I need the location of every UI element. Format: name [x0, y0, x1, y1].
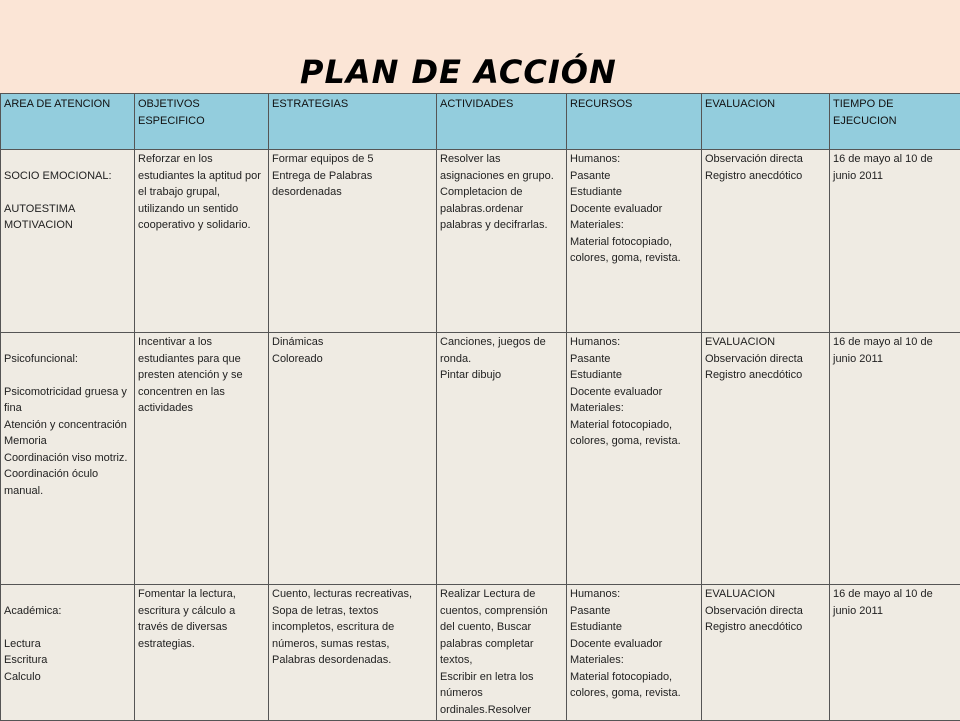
cell-evaluacion: EVALUACION Observación directa Registro anecdótico: [702, 333, 830, 585]
cell-objetivos: Incentivar a los estudiantes para que presten atención y se concentren en las actividades: [135, 333, 269, 585]
cell-tiempo: 16 de mayo al 10 de junio 2011: [830, 585, 960, 721]
area-title: Académica:: [4, 603, 131, 620]
area-title: Psicofuncional:: [4, 351, 131, 368]
area-body: Lectura Escritura Calculo: [4, 636, 131, 686]
cell-area: [1, 333, 135, 585]
cell-area: [1, 585, 135, 721]
cell-actividades: Canciones, juegos de ronda. Pintar dibujo: [437, 333, 567, 585]
cell-tiempo: 16 de mayo al 10 de junio 2011: [830, 150, 960, 333]
page-title: PLAN DE ACCIÓN: [300, 50, 617, 94]
header-estrategias: ESTRATEGIAS: [269, 94, 437, 150]
cell-evaluacion: Observación directa Registro anecdótico: [702, 150, 830, 333]
cell-objetivos: Reforzar en los estudiantes la aptitud por el trabajo grupal, utilizando un sentido cooperativo y solidario.: [135, 150, 269, 333]
header-objetivos: OBJETIVOS ESPECIFICO: [135, 94, 269, 150]
cell-estrategias: Formar equipos de 5 Entrega de Palabras desordenadas: [269, 150, 437, 333]
header-tiempo: TIEMPO DE EJECUCION: [830, 94, 960, 150]
table-row: [1, 150, 960, 333]
cell-recursos: Humanos: Pasante Estudiante Docente evaluador Materiales: Material fotocopiado, colores, goma, revista.: [567, 150, 702, 333]
cell-recursos: Humanos: Pasante Estudiante Docente evaluador Materiales: Material fotocopiado, colores, goma, revista.: [567, 585, 702, 721]
area-body: AUTOESTIMA MOTIVACION: [4, 201, 131, 234]
cell-actividades: Resolver las asignaciones en grupo. Completacion de palabras.ordenar palabras y decifrarlas.: [437, 150, 567, 333]
cell-estrategias: Cuento, lecturas recreativas, Sopa de letras, textos incompletos, escritura de números, sumas restas, Palabras desordenadas.: [269, 585, 437, 721]
header-evaluacion: EVALUACION: [702, 94, 830, 150]
cell-area: [1, 150, 135, 333]
cell-recursos: Humanos: Pasante Estudiante Docente evaluador Materiales: Material fotocopiado, colores, goma, revista.: [567, 333, 702, 585]
table-row: [1, 333, 960, 585]
header-actividades: ACTIVIDADES: [437, 94, 567, 150]
header-area: AREA DE ATENCION: [1, 94, 135, 150]
area-title: SOCIO EMOCIONAL:: [4, 168, 131, 185]
cell-tiempo: 16 de mayo al 10 de junio 2011: [830, 333, 960, 585]
cell-actividades: Realizar Lectura de cuentos, comprensión del cuento, Buscar palabras completar textos, Escribir en letra los números ordinales.Resolver: [437, 585, 567, 721]
header-recursos: RECURSOS: [567, 94, 702, 150]
table-row: [1, 585, 960, 721]
cell-estrategias: Dinámicas Coloreado: [269, 333, 437, 585]
area-body: Psicomotricidad gruesa y fina Atención y concentración Memoria Coordinación viso motriz. Coordinación óculo manual.: [4, 384, 131, 500]
cell-evaluacion: EVALUACION Observación directa Registro anecdótico: [702, 585, 830, 721]
action-plan-table: [0, 93, 960, 721]
cell-objetivos: Fomentar la lectura, escritura y cálculo a través de diversas estrategias.: [135, 585, 269, 721]
table-header-row: [1, 94, 960, 150]
